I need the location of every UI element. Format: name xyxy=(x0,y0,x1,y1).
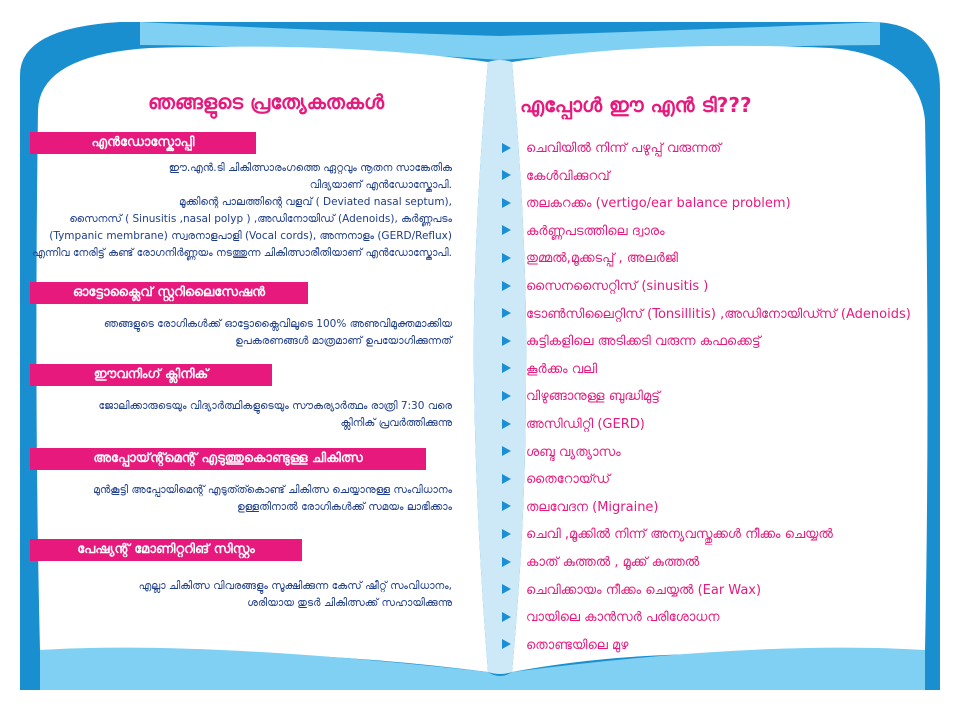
bullet-arrow-icon xyxy=(502,336,511,346)
bullet-arrow-icon xyxy=(502,308,511,318)
bullet-arrow-icon xyxy=(502,446,511,456)
symptom-item xyxy=(502,275,708,297)
symptom-label: കേൾവിക്കുറവ് xyxy=(526,168,610,184)
section-text-appointment: മുൻകൂട്ടി അപ്പോയിമെന്റ് എടുത്ത്കൊണ്ട് ചികിത്സ ചെയ്യാനുള്ള സംവിധാനം ഉള്ളതിനാൽ രോഗികൾക്ക് സമയം ലാഭിക്കാം xyxy=(93,484,452,513)
section-heading-evening-clinic: ഈവനിംഗ് ക്ലിനിക് xyxy=(30,364,272,386)
symptom-label: കാത് കുത്തൽ , മൂക്ക് കുത്തൽ xyxy=(526,555,700,570)
symptom-label: തലവേദന (Migraine) xyxy=(526,499,659,515)
symptom-item xyxy=(502,137,721,159)
section-heading-appointment: അപ്പോയ്ന്റ്മെന്റ് എടുത്തുകൊണ്ടുള്ള ചികിത്സ xyxy=(30,448,426,470)
symptom-label: ചെവിയിൽ നിന്ന് പഴുപ്പ് വരുന്നത് xyxy=(526,141,722,156)
symptom-label: ടോൺസിലൈറ്റിസ് (Tonsillitis) ,അഡിനോയിഡ്സ് (Adenoids) xyxy=(526,306,911,322)
symptom-item xyxy=(502,496,659,518)
section-heading-patient-monitoring: പേഷ്യന്റ് മോണിറ്ററിങ് സിസ്റ്റം xyxy=(30,539,302,561)
symptom-label: വായിലെ കാൻസർ പരിശോധന xyxy=(526,610,720,626)
symptom-item xyxy=(502,468,610,490)
symptom-label: തൊണ്ടയിലെ മുഴ xyxy=(526,637,629,653)
symptom-label: കൂർക്കം വലി xyxy=(526,361,598,377)
symptom-item xyxy=(502,523,833,545)
bullet-arrow-icon xyxy=(502,391,511,401)
when-ent-title: എപ്പോൾ ഈ എൻ ടി??? xyxy=(520,93,752,117)
section-heading-autoclave: ഓട്ടോക്ലൈവ് സ്റ്ററിലൈസേഷൻ xyxy=(30,282,308,304)
symptom-item xyxy=(502,192,791,214)
symptom-label: തുമ്മൽ,മൂക്കടപ്പ് , അലർജി xyxy=(526,251,678,267)
bullet-arrow-icon xyxy=(502,419,511,429)
symptom-label: അസിഡിറ്റി (GERD) xyxy=(526,417,645,432)
symptom-item xyxy=(502,247,678,269)
bullet-arrow-icon xyxy=(502,198,511,208)
bullet-arrow-icon xyxy=(502,225,511,235)
bullet-arrow-icon xyxy=(502,363,511,373)
symptom-item xyxy=(502,330,761,352)
symptom-item xyxy=(502,441,621,463)
symptom-item xyxy=(502,358,597,380)
section-text-autoclave: ഞങ്ങളുടെ രോഗികൾക്ക് ഓട്ടോക്ലൈവിലൂടെ 100% അണുവിമുക്തമാക്കിയ ഉപകരണങ്ങൾ മാത്രമാണ് ഉപയോഗിക്കുന്നത് xyxy=(103,318,452,347)
section-text-evening-clinic: ജോലിക്കാരുടെയും വിദ്യാർത്ഥികളുടെയും സൗകര്യാർത്ഥം രാത്രി 7:30 വരെ ക്ലിനിക് പ്രവർത്തിക്കുന്നു xyxy=(98,400,452,429)
bullet-arrow-icon xyxy=(502,281,511,291)
bullet-arrow-icon xyxy=(502,557,511,567)
section-heading-endoscopy: എൻഡോസ്കോപ്പി xyxy=(30,132,256,154)
symptom-item xyxy=(502,579,761,601)
symptom-item xyxy=(502,385,660,407)
symptom-label: കർണ്ണപടത്തിലെ ദ്വാരം xyxy=(526,223,665,239)
symptom-item xyxy=(502,606,719,628)
symptom-item xyxy=(502,634,628,656)
bullet-arrow-icon xyxy=(502,143,511,153)
symptom-label: സൈനസൈറ്റിസ് (sinusitis ) xyxy=(526,279,709,294)
symptom-item xyxy=(502,551,699,573)
bullet-arrow-icon xyxy=(502,639,511,649)
symptom-label: ശബ്ദ വ്യത്യാസം xyxy=(526,444,621,460)
symptom-label: വിഴുങ്ങാനുള്ള ബുദ്ധിമുട്ട് xyxy=(526,389,660,405)
bullet-arrow-icon xyxy=(502,170,511,180)
bullet-arrow-icon xyxy=(502,529,511,539)
symptom-label: തൈറോയ്ഡ് xyxy=(526,472,611,488)
symptom-label: കുട്ടികളിലെ അടിക്കടി വരുന്ന കഫക്കെട്ട് xyxy=(526,334,761,350)
bullet-arrow-icon xyxy=(502,474,511,484)
section-text-endoscopy: ഈ.എൻ.ടി ചികിത്സാരംഗത്തെ ഏറ്റവും നൂതന സാങ്കേതിക വിദ്യയാണ് എൻഡോസ്കോപി. മൂക്കിന്റെ പാലത്തിന്റെ വളവ് ( Deviated nasal septum), സൈനസ് ( Sinusitis ,nasal polyp ) ,അഡിനോയിഡ് (Adenoids), കർണ്ണപടം (Tympanic membrane) സ്വരനാളപാളി (Vocal cords), അന്നനാളം (GERD/Reflux) എന്നിവ നേരിട്ട് കണ്ട് രോഗനിർണ്ണയം നടത്തുന്ന ചികിത്സാരീതിയാണ് എൻഡോസ്കോപി. xyxy=(32,162,452,259)
symptom-label: തലകറക്കം (vertigo/ear balance problem) xyxy=(526,196,791,212)
symptom-label: ചെവിക്കായം നീക്കം ചെയ്യൽ (Ear Wax) xyxy=(526,582,762,598)
features-title: ഞങ്ങളുടെ പ്രത്യേകതകൾ xyxy=(148,90,385,114)
bullet-arrow-icon xyxy=(502,501,511,511)
bullet-arrow-icon xyxy=(502,612,511,622)
symptom-item xyxy=(502,413,645,435)
symptom-label: ചെവി ,മൂക്കിൽ നിന്ന് അന്യവസ്തുക്കൾ നീക്കം ചെയ്യൽ xyxy=(526,527,833,543)
section-text-patient-monitoring: എല്ലാ ചികിത്സ വിവരങ്ങളും സൂക്ഷിക്കുന്ന കേസ് ഷീറ്റ് സംവിധാനം, ശരിയായ തുടർ ചികിത്സക്ക് സഹായിക്കുന്നു xyxy=(138,580,452,609)
symptom-item xyxy=(502,220,665,242)
bullet-arrow-icon xyxy=(502,253,511,263)
bullet-arrow-icon xyxy=(502,584,511,594)
symptom-item xyxy=(502,303,911,325)
symptom-item xyxy=(502,165,610,187)
